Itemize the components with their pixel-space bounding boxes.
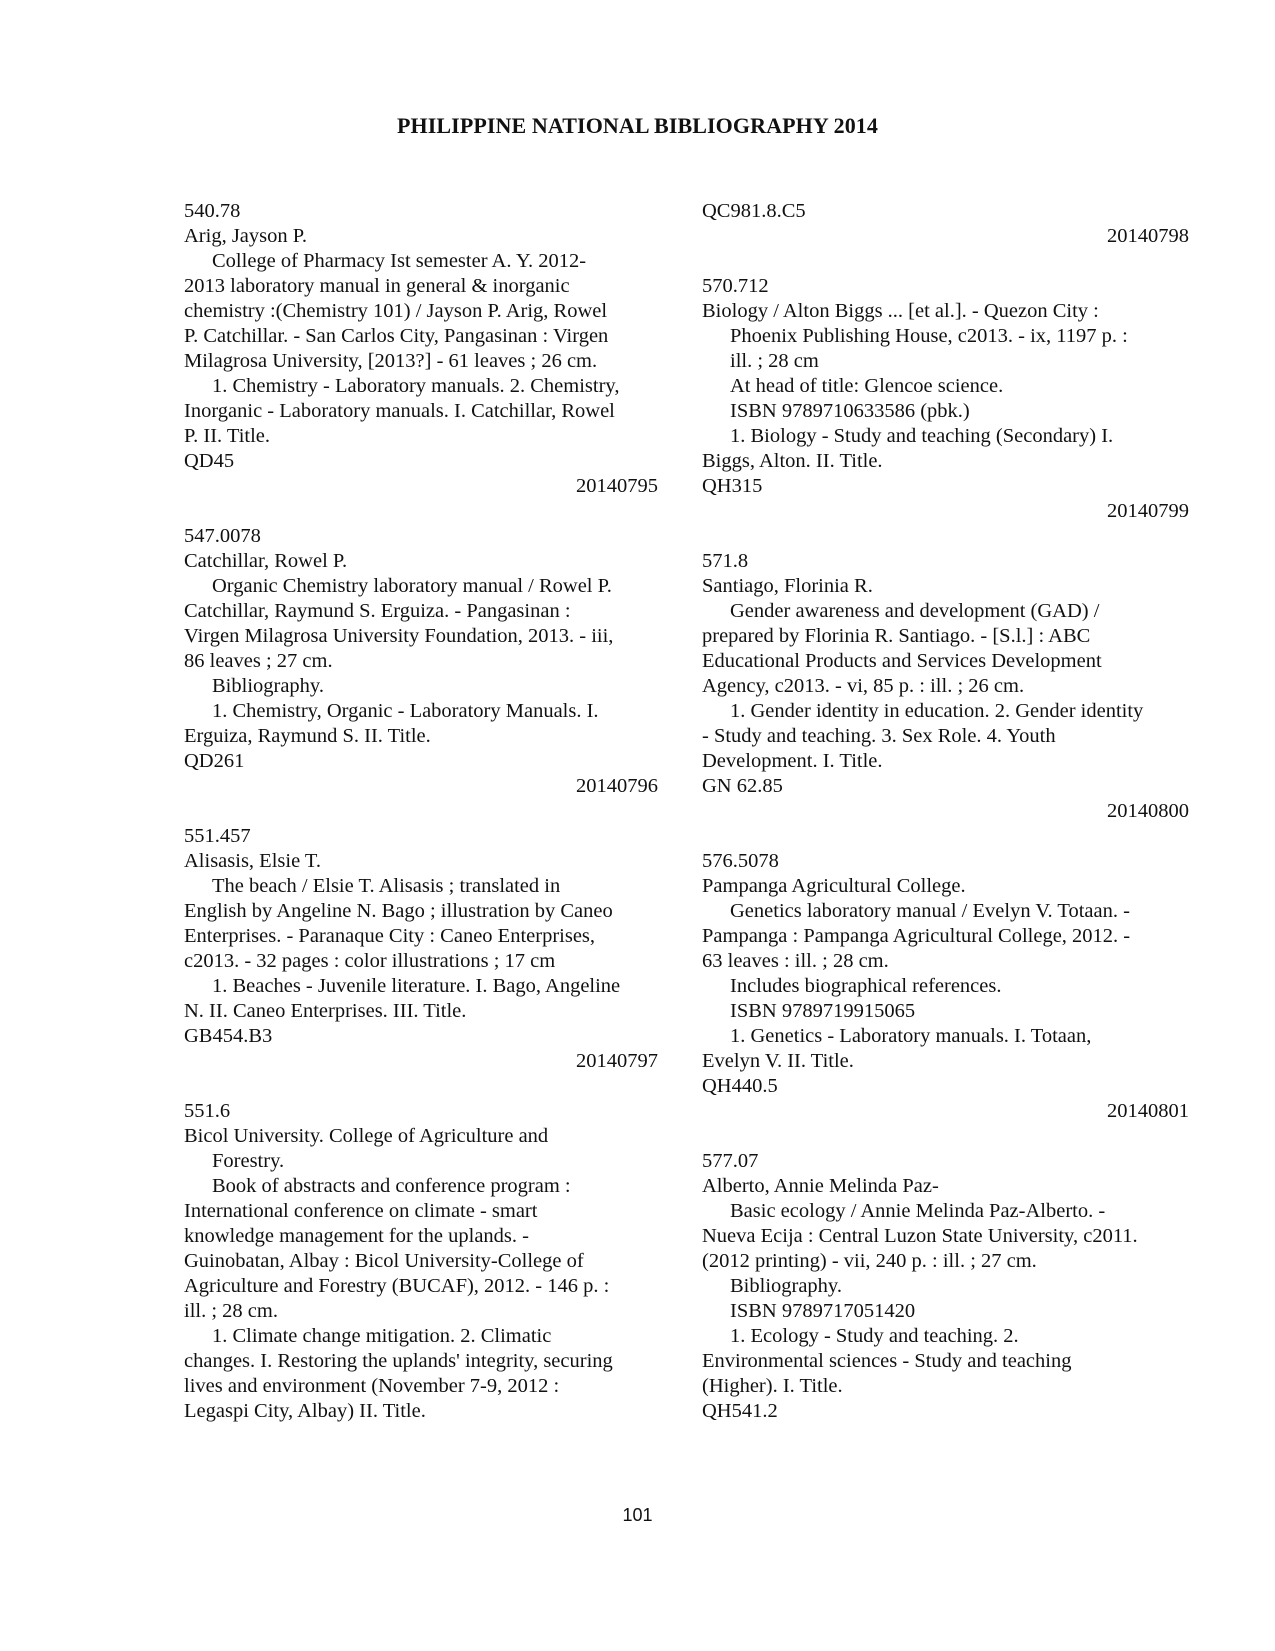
entry-line: QH315	[702, 475, 763, 497]
page-title: PHILIPPINE NATIONAL BIBLIOGRAPHY 2014	[396, 113, 879, 138]
entry-line: Legaspi City, Albay) II. Title.	[184, 1400, 426, 1422]
entry-line: ISBN 9789717051420	[730, 1300, 916, 1322]
entry-line: Bibliography.	[730, 1275, 842, 1297]
entry-line: 1. Beaches - Juvenile literature. I. Bago, Angeline	[212, 975, 621, 997]
entry-line: Inorganic - Laboratory manuals. I. Catchillar, Rowel	[184, 400, 615, 422]
entry-line: QD45	[184, 450, 235, 472]
entry-line: 576.5078	[702, 850, 779, 872]
entry-line: Catchillar, Raymund S. Erguiza. - Pangasinan :	[184, 600, 571, 622]
entry-line: 577.07	[702, 1150, 759, 1172]
entry-line: Alberto, Annie Melinda Paz-	[702, 1175, 939, 1197]
entry-line: 1. Genetics - Laboratory manuals. I. Totaan,	[730, 1025, 1092, 1047]
entry-line: ISBN 9789710633586 (pbk.)	[730, 400, 970, 422]
entry-line: 1. Chemistry - Laboratory manuals. 2. Chemistry,	[212, 375, 620, 397]
bibliography-entry	[702, 849, 1190, 1124]
entry-line: (2012 printing) - vii, 240 p. : ill. ; 27 cm.	[702, 1250, 1037, 1272]
entry-line: prepared by Florinia R. Santiago. - [S.l.] : ABC	[702, 625, 1091, 647]
entry-line: QH440.5	[702, 1075, 778, 1097]
entry-line: 63 leaves : ill. ; 28 cm.	[702, 950, 889, 972]
entry-line: 2013 laboratory manual in general & inorganic	[184, 275, 570, 297]
entry-line: 571.8	[702, 550, 749, 572]
entry-line: 1. Chemistry, Organic - Laboratory Manuals. I.	[212, 700, 599, 722]
entry-control-number: 20140800	[1107, 800, 1189, 822]
entry-line: 1. Gender identity in education. 2. Gender identity	[730, 700, 1144, 722]
bibliography-entry	[184, 824, 659, 1074]
entry-line: Pampanga : Pampanga Agricultural College, 2012. -	[702, 925, 1131, 947]
entry-line: Biology / Alton Biggs ... [et al.]. - Quezon City :	[702, 300, 1099, 322]
bibliography-entry	[702, 199, 1190, 249]
entry-line: N. II. Caneo Enterprises. III. Title.	[184, 1000, 467, 1022]
bibliography-entry	[184, 1099, 659, 1424]
bibliography-entry	[702, 1149, 1190, 1424]
entry-line: 86 leaves ; 27 cm.	[184, 650, 333, 672]
entry-line: Evelyn V. II. Title.	[702, 1050, 854, 1072]
entry-line: (Higher). I. Title.	[702, 1375, 843, 1397]
entry-line: QH541.2	[702, 1400, 778, 1422]
entry-line: 1. Ecology - Study and teaching. 2.	[730, 1325, 1019, 1347]
entry-line: Bicol University. College of Agriculture and	[184, 1125, 549, 1147]
entry-control-number: 20140798	[1107, 225, 1189, 247]
entry-line: Forestry.	[212, 1150, 285, 1172]
entry-line: Virgen Milagrosa University Foundation, 2013. - iii,	[184, 625, 614, 647]
bibliography-entry	[702, 549, 1190, 824]
entry-line: International conference on climate - smart	[184, 1200, 538, 1222]
entry-line: 1. Biology - Study and teaching (Secondary) I.	[730, 425, 1114, 447]
entry-line: 551.6	[184, 1100, 231, 1122]
entry-line: Genetics laboratory manual / Evelyn V. Totaan. -	[730, 900, 1130, 922]
entry-line: P. Catchillar. - San Carlos City, Pangasinan : Virgen	[184, 325, 609, 347]
entry-line: 540.78	[184, 200, 241, 222]
entry-line: Santiago, Florinia R.	[702, 575, 873, 597]
entry-line: College of Pharmacy Ist semester A. Y. 2012-	[212, 250, 587, 272]
entry-line: Milagrosa University, [2013?] - 61 leaves ; 26 cm.	[184, 350, 598, 372]
entry-line: At head of title: Glencoe science.	[730, 375, 1004, 397]
entry-control-number: 20140799	[1107, 500, 1189, 522]
entry-line: - Study and teaching. 3. Sex Role. 4. Youth	[702, 725, 1056, 747]
entry-line: Phoenix Publishing House, c2013. - ix, 1197 p. :	[730, 325, 1128, 347]
entry-line: knowledge management for the uplands. -	[184, 1225, 529, 1247]
entry-line: Basic ecology / Annie Melinda Paz-Alberto. -	[730, 1200, 1106, 1222]
entry-line: Environmental sciences - Study and teaching	[702, 1350, 1072, 1372]
entry-line: 547.0078	[184, 525, 261, 547]
entry-line: Bibliography.	[212, 675, 324, 697]
entry-line: c2013. - 32 pages : color illustrations ; 17 cm	[184, 950, 556, 972]
entry-line: Agriculture and Forestry (BUCAF), 2012. - 146 p. :	[184, 1275, 610, 1297]
right-column	[702, 199, 1190, 1424]
entry-line: Agency, c2013. - vi, 85 p. : ill. ; 26 cm.	[702, 675, 1025, 697]
entry-line: Arig, Jayson P.	[184, 225, 308, 247]
entry-line: Nueva Ecija : Central Luzon State University, c2011.	[702, 1225, 1138, 1247]
entry-line: Catchillar, Rowel P.	[184, 550, 348, 572]
entry-line: 1. Climate change mitigation. 2. Climatic	[212, 1325, 552, 1347]
entry-line: chemistry :(Chemistry 101) / Jayson P. Arig, Rowel	[184, 300, 608, 322]
entry-line: QC981.8.C5	[702, 200, 806, 222]
entry-line: Organic Chemistry laboratory manual / Rowel P.	[212, 575, 612, 597]
entry-line: 551.457	[184, 825, 251, 847]
entry-line: English by Angeline N. Bago ; illustration by Caneo	[184, 900, 613, 922]
entry-control-number: 20140796	[576, 775, 658, 797]
entry-line: GN 62.85	[702, 775, 783, 797]
entry-line: QD261	[184, 750, 245, 772]
entry-line: Pampanga Agricultural College.	[702, 875, 966, 897]
entry-control-number: 20140797	[576, 1050, 658, 1072]
entry-line: Erguiza, Raymund S. II. Title.	[184, 725, 431, 747]
entry-line: Gender awareness and development (GAD) /	[730, 600, 1100, 622]
entry-line: P. II. Title.	[184, 425, 271, 447]
bibliography-entry	[184, 524, 659, 799]
entry-line: lives and environment (November 7-9, 2012 :	[184, 1375, 560, 1397]
entry-line: Educational Products and Services Development	[702, 650, 1102, 672]
entry-line: GB454.B3	[184, 1025, 273, 1047]
page-number: 101	[622, 1505, 653, 1525]
bibliography-entry	[702, 274, 1190, 524]
entry-line: Includes biographical references.	[730, 975, 1002, 997]
entry-line: ISBN 9789719915065	[730, 1000, 916, 1022]
entry-line: Book of abstracts and conference program :	[212, 1175, 571, 1197]
entry-line: 570.712	[702, 275, 769, 297]
bibliography-entry	[184, 199, 659, 499]
left-column	[184, 199, 659, 1424]
entry-line: Enterprises. - Paranaque City : Caneo Enterprises,	[184, 925, 596, 947]
entry-line: ill. ; 28 cm.	[184, 1300, 278, 1322]
entry-control-number: 20140801	[1107, 1100, 1189, 1122]
entry-control-number: 20140795	[576, 475, 658, 497]
entry-line: Alisasis, Elsie T.	[184, 850, 322, 872]
entry-line: Development. I. Title.	[702, 750, 883, 772]
entry-line: Guinobatan, Albay : Bicol University-College of	[184, 1250, 584, 1272]
entry-line: changes. I. Restoring the uplands' integrity, securing	[184, 1350, 613, 1372]
entry-line: Biggs, Alton. II. Title.	[702, 450, 883, 472]
entry-line: ill. ; 28 cm	[730, 350, 819, 372]
entry-line: The beach / Elsie T. Alisasis ; translated in	[212, 875, 561, 897]
